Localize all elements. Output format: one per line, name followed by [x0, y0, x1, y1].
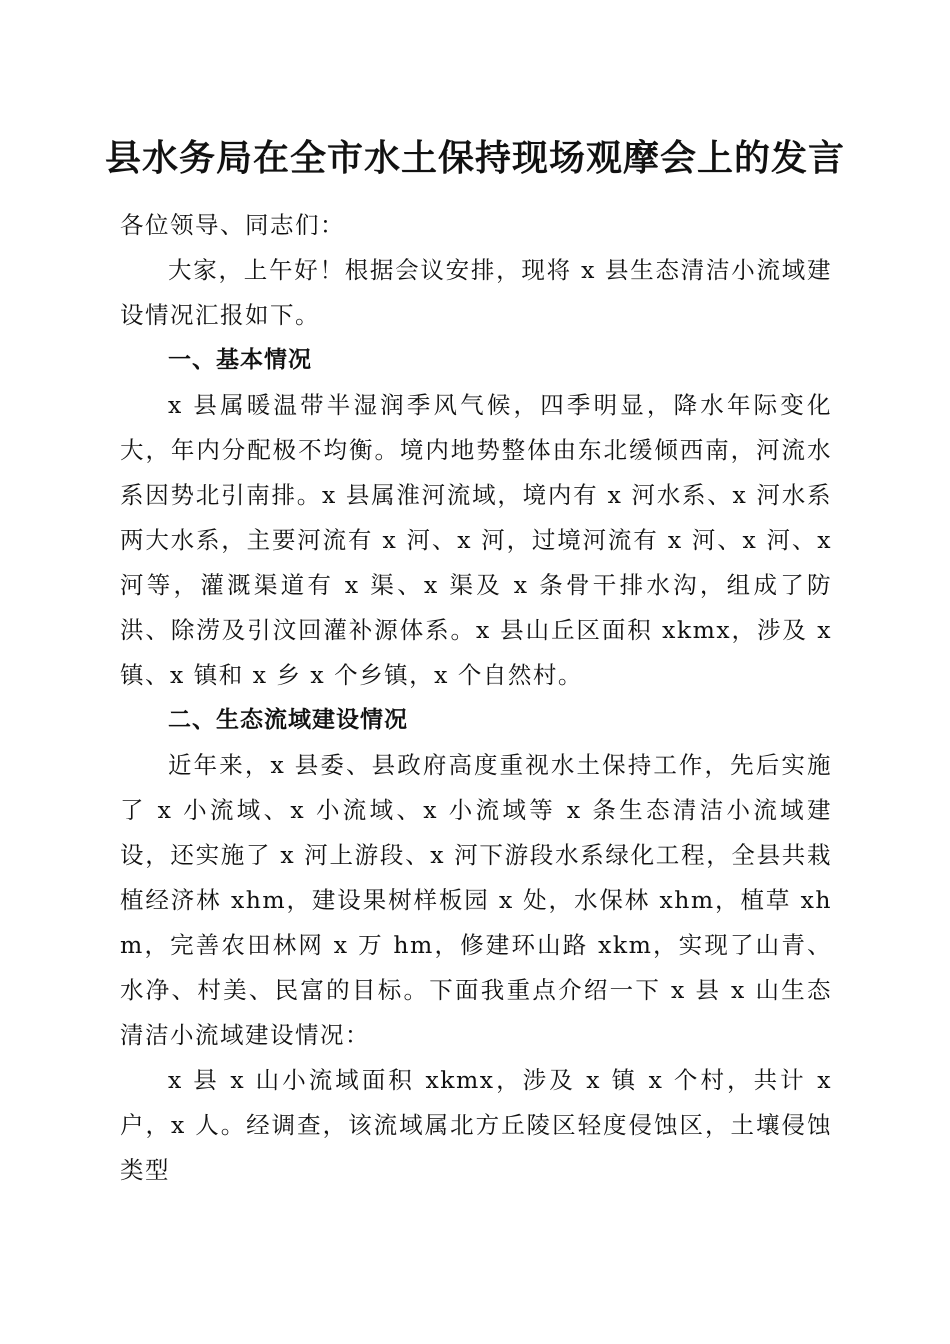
document-title: 县水务局在全市水土保持现场观摩会上的发言: [104, 138, 845, 179]
document-body: [120, 203, 832, 1193]
intro-paragraph: 大家，上午好！根据会议安排，现将 x 县生态清洁小流域建设情况汇报如下。: [120, 256, 832, 329]
basic-situation-paragraph: x 县属暖温带半湿润季风气候，四季明显，降水年际变化大，年内分配极不均衡。境内地势整体由东北缓倾西南，河流水系因势北引南排。x 县属淮河流域，境内有 x 河水系、x 河水系两大水系，主要河流有 x 河、x 河，过境河流有 x 河、x 河、x 河等，灌溉渠道有 x 渠、x 渠及 x 条骨干排水沟，组成了防洪、除涝及引汶回灌补源体系。x 县山丘区面积 xkmx，涉及 x 镇、x 镇和 x 乡 x 个乡镇，x 个自然村。: [120, 391, 832, 689]
salutation: 各位领导、同志们：: [120, 211, 345, 239]
section-heading-basic-situation: 一、基本情况: [168, 347, 312, 373]
section-heading-ecological-watershed: 二、生态流域建设情况: [168, 707, 408, 733]
ecological-watershed-paragraph-1: 近年来，x 县委、县政府高度重视水土保持工作，先后实施了 x 小流域、x 小流域、x 小流域等 x 条生态清洁小流域建设，还实施了 x 河上游段、x 河下游段水系绿化工程，全县共栽植经济林 xhm，建设果树样板园 x 处，水保林 xhm，植草 xhm，完善农田林网 x 万 hm，修建环山路 xkm，实现了山青、水净、村美、民富的目标。下面我重点介绍一下 x 县 x 山生态清洁小流域建设情况：: [120, 751, 832, 1049]
ecological-watershed-paragraph-2: x 县 x 山小流域面积 xkmx，涉及 x 镇 x 个村，共计 x 户，x 人。经调查，该流域属北方丘陵区轻度侵蚀区，土壤侵蚀类型: [120, 1066, 832, 1184]
